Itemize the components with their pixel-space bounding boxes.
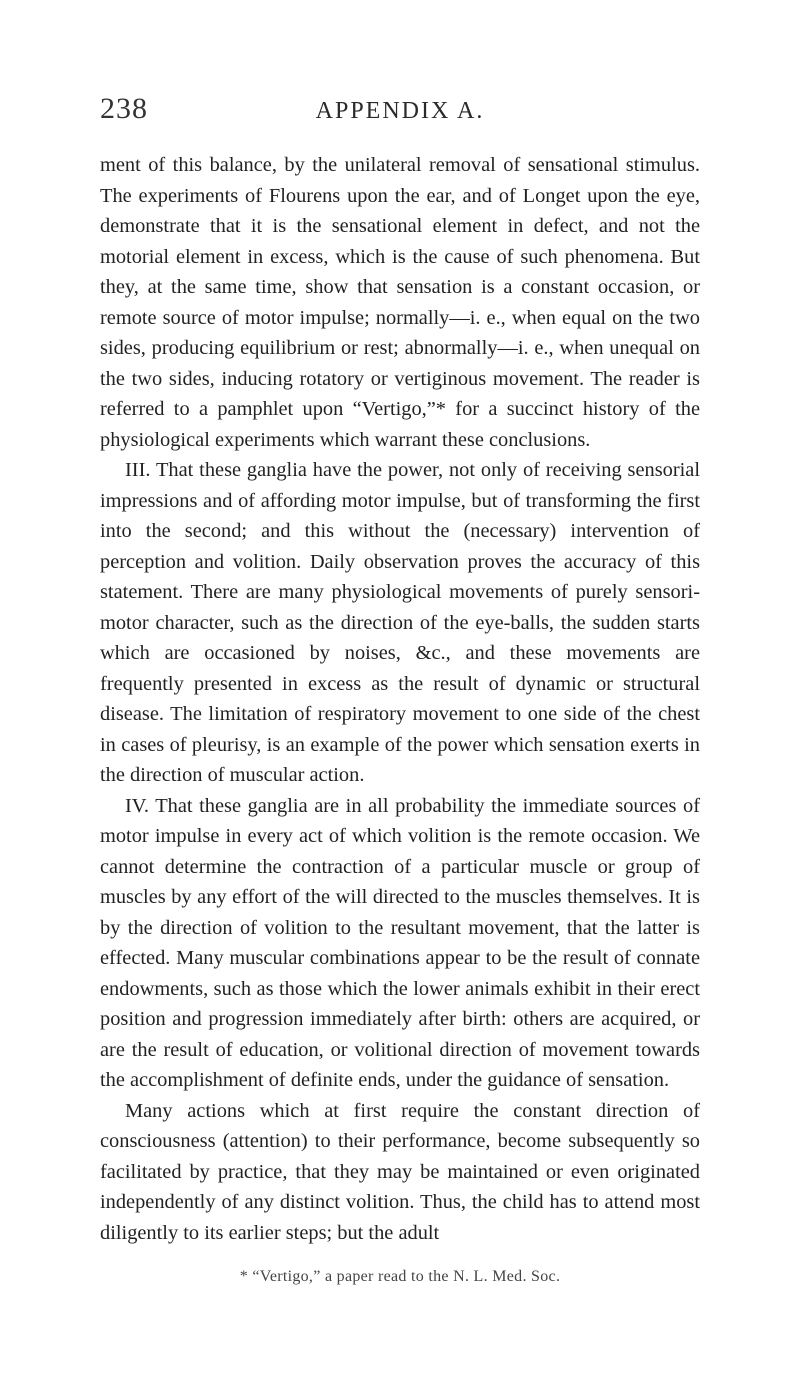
running-head: APPENDIX A.: [315, 98, 485, 124]
body-text: [100, 150, 700, 1248]
paragraph-continued: ment of this balance, by the unilateral removal of sensational stimulus. The experiments of Flourens upon the ear, and of Longet upon the eye, demonstrate that it is the sensational element in defect, and not the motorial element in excess, which is the cause of such phenomena. But they, at the same time, show that sensation is a constant occasion, or remote source of motor impulse; normally—i. e., when equal on the two sides, producing equilibrium or rest; abnormally—i. e., when unequal on the two sides, inducing rotatory or vertiginous movement. The reader is referred to a pamphlet upon “Vertigo,”* for a succinct history of the physiological experiments which warrant these conclusions.: [100, 154, 700, 451]
page-header: [100, 92, 700, 132]
footnote: * “Vertigo,” a paper read to the N. L. Med. Soc.: [239, 1268, 561, 1285]
page-number: 238: [100, 92, 148, 125]
paragraph-many-actions: Many actions which at first require the constant direction of consciousness (attention) to their performance, become subsequently so facilitated by practice, that they may be maintained or even originated independently of any distinct volition. Thus, the child has to attend most diligently to its earlier steps; but the adult: [100, 1099, 700, 1244]
paragraph-iii: III. That these ganglia have the power, not only of receiving sensorial impressions and of affording motor impulse, but of transforming the first into the second; and this without the (necessary) intervention of perception and volition. Daily observation proves the accuracy of this statement. There are many physiological movements of purely sensori-motor character, such as the direction of the eye-balls, the sudden starts which are occasioned by noises, &c., and these movements are frequently presented in excess as the result of dynamic or structural disease. The limitation of respiratory movement to one side of the chest in cases of pleurisy, is an example of the power which sensation exerts in the direction of muscular action.: [100, 459, 700, 786]
paragraph-iv: IV. That these ganglia are in all probability the immediate sources of motor impulse in every act of which volition is the remote occasion. We cannot determine the contraction of a particular muscle or group of muscles by any effort of the will directed to the muscles themselves. It is by the direction of volition to the resultant movement, that the latter is effected. Many muscular combinations appear to be the result of connate endowments, such as those which the lower animals exhibit in their erect position and progression immediately after birth: others are acquired, or are the result of education, or volitional direction of movement towards the accomplishment of definite ends, under the guidance of sensation.: [100, 794, 700, 1091]
